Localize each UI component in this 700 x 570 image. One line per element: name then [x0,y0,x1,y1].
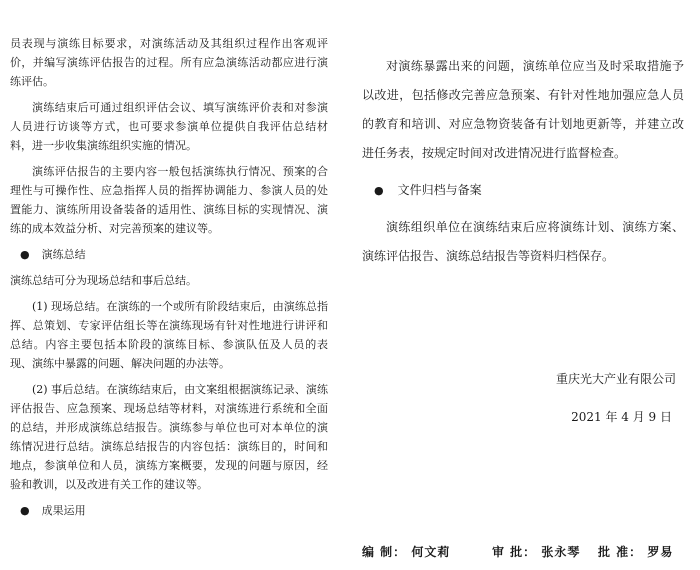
bullet-icon: ● [20,248,30,261]
signature-reviewer: 审 批： 张永琴 [492,545,581,559]
left-paragraph-1: 员表现与演练目标要求，对演练活动及其组织过程作出客观评价，并编写演练评估报告的过程。所有应急演练活动都应进行演练评估。 [10,37,328,88]
company-name: 重庆光大产业有限公司 [555,372,676,386]
bullet-archiving [374,176,684,205]
bullet-icon: ● [20,504,30,517]
right-paragraph-2: 演练组织单位在演练结束后应将演练计划、演练方案、演练评估报告、演练总结报告等资料归档保存。 [362,220,684,263]
bullet-label: 演练总结 [41,248,86,261]
bullet-results-usage [20,501,328,520]
left-paragraph-2: 演练结束后可通过组织评估会议、填写演练评价表和对参演人员进行访谈等方式，也可要求参演单位提供自我评估总结材料，进一步收集演练组织实施的情况。 [10,101,328,152]
document-date: 2021 年 4 月 9 日 [571,410,672,424]
right-paragraph-1: 对演练暴露出来的问题，演练单位应当及时采取措施予以改进，包括修改完善应急预案、有针对性地加强应急人员的教育和培训、对应急物资装备有计划地更新等，并建立改进任务表，按规定时间对改进情况进行监督检查。 [362,59,684,160]
bullet-label: 文件归档与备案 [397,183,482,197]
bullet-label: 成果运用 [41,504,86,517]
signature-editor: 编 制： 何文莉 [362,545,451,559]
bullet-icon: ● [374,184,384,197]
signature-approver: 批 准： 罗易 [598,545,674,559]
right-column [362,52,684,278]
bullet-drill-summary [20,245,328,264]
left-column [10,34,328,527]
left-paragraph-5: (1) 现场总结。在演练的一个或所有阶段结束后，由演练总指挥、总策划、专家评估组长等在演练现场有针对性地进行讲评和总结。内容主要包括本阶段的演练目标、参演队伍及人员的表现、演练中暴露的问题、解决问题的办法等。 [10,300,328,370]
left-paragraph-3: 演练评估报告的主要内容一般包括演练执行情况、预案的合理性与可操作性、应急指挥人员的指挥协调能力、参演人员的处置能力、演练所用设备装备的适用性、演练目标的实现情况、演练的成本效益分析、对完善预案的建议等。 [10,165,328,235]
left-paragraph-4: 演练总结可分为现场总结和事后总结。 [10,274,197,287]
left-paragraph-6: (2) 事后总结。在演练结束后，由文案组根据演练记录、演练评估报告、应急预案、现场总结等材料，对演练进行系统和全面的总结，并形成演练总结报告。演练参与单位也可对本单位的演练情况进行总结。演练总结报告的内容包括：演练目的，时间和地点，参演单位和人员，演练方案概要，发现的问题与原因，经验和教训，以及改进有关工作的建议等。 [10,383,328,491]
